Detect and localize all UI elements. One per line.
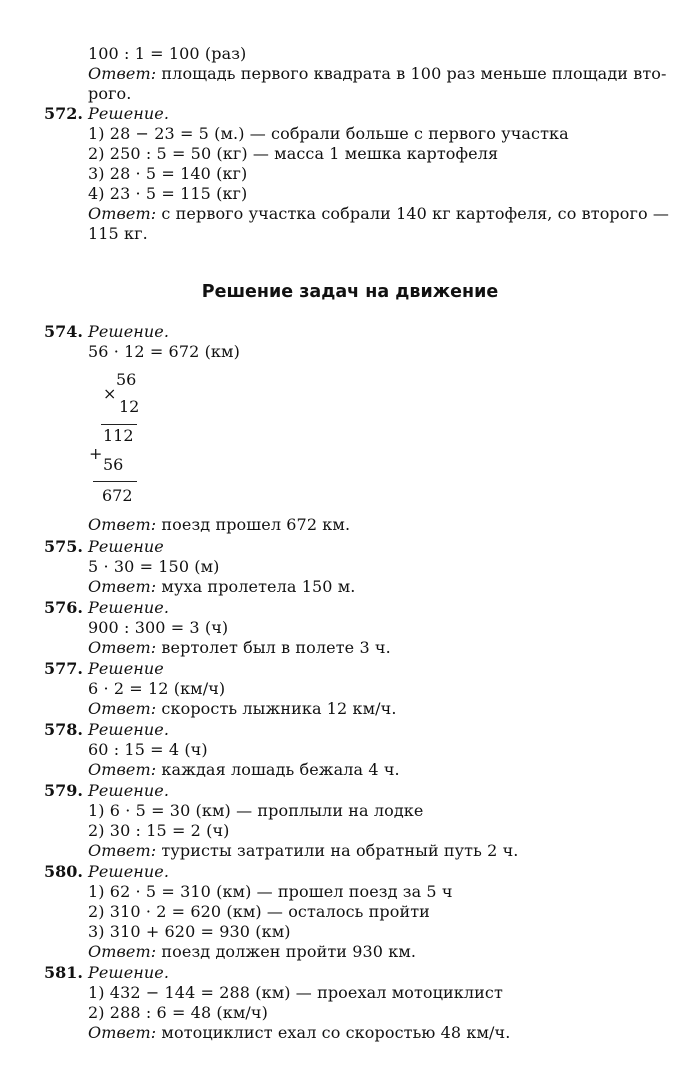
partial-product: 112 (103, 426, 134, 445)
answer-line (88, 942, 416, 962)
solution-step: 3) 28 · 5 = 140 (кг) (88, 164, 248, 183)
product-result: 672 (102, 486, 133, 505)
problem-number-581: 581. (44, 963, 83, 982)
answer-line (88, 64, 667, 84)
answer-line (88, 1023, 510, 1043)
calc-line: 56 · 12 = 672 (км) (88, 342, 240, 361)
answer-label: Ответ: (88, 942, 157, 961)
answer-text: туристы затратили на обратный путь 2 ч. (156, 841, 519, 860)
answer-line (88, 841, 518, 861)
section-title: Решение задач на движение (201, 282, 499, 302)
problem-number-574: 574. (44, 322, 83, 341)
problem-number-579: 579. (44, 781, 83, 800)
solution-step: 2) 310 · 2 = 620 (км) — осталось пройти (88, 902, 430, 921)
answer-label: Ответ: (88, 699, 157, 718)
solution-label: Решение. (88, 598, 170, 617)
partial-product: 56 (103, 455, 124, 474)
problem-number-577: 577. (44, 659, 83, 678)
solution-label: Решение. (88, 322, 170, 341)
solution-label: Решение (88, 659, 164, 678)
solution-label: Решение. (88, 963, 170, 982)
problem-number-572: 572. (44, 104, 83, 123)
problem-number-575: 575. (44, 537, 83, 556)
answer-label: Ответ: (88, 204, 157, 223)
answer-text: поезд должен пройти 930 км. (156, 942, 417, 961)
solution-step: 2) 30 : 15 = 2 (ч) (88, 821, 230, 840)
answer-text: площадь первого квадрата в 100 раз меньше площади вто- (156, 64, 667, 83)
plus-sign: + (89, 444, 103, 463)
solution-step: 1) 62 · 5 = 310 (км) — прошел поезд за 5 ч (88, 882, 453, 901)
multiplicand: 56 (116, 370, 137, 389)
answer-label: Ответ: (88, 64, 157, 83)
calc-line: 60 : 15 = 4 (ч) (88, 740, 208, 759)
problem-number-576: 576. (44, 598, 83, 617)
answer-label: Ответ: (88, 638, 157, 657)
calc-line: 100 : 1 = 100 (раз) (88, 44, 247, 63)
answer-continuation: рого. (88, 84, 132, 103)
answer-line (88, 638, 391, 658)
answer-text: вертолет был в полете 3 ч. (156, 638, 391, 657)
answer-text: каждая лошадь бежала 4 ч. (156, 760, 400, 779)
answer-line (88, 699, 397, 719)
answer-line (88, 760, 400, 780)
divider-line (93, 481, 137, 482)
solution-step: 3) 310 + 620 = 930 (км) (88, 922, 291, 941)
solution-label: Решение. (88, 781, 170, 800)
answer-text: поезд прошел 672 км. (156, 515, 351, 534)
answer-line (88, 515, 350, 535)
solution-label: Решение. (88, 862, 170, 881)
problem-number-580: 580. (44, 862, 83, 881)
solution-label: Решение (88, 537, 164, 556)
answer-label: Ответ: (88, 841, 157, 860)
answer-text: муха пролетела 150 м. (156, 577, 356, 596)
calc-line: 6 · 2 = 12 (км/ч) (88, 679, 226, 698)
divider-line (101, 424, 137, 425)
calc-line: 5 · 30 = 150 (м) (88, 557, 220, 576)
solution-step: 2) 250 : 5 = 50 (кг) — масса 1 мешка картофеля (88, 144, 499, 163)
solution-step: 4) 23 · 5 = 115 (кг) (88, 184, 248, 203)
answer-text: с первого участка собрали 140 кг картофеля, со второго — (156, 204, 670, 223)
answer-continuation: 115 кг. (88, 224, 148, 243)
solution-step: 1) 6 · 5 = 30 (км) — проплыли на лодке (88, 801, 424, 820)
calc-line: 900 : 300 = 3 (ч) (88, 618, 229, 637)
solution-label: Решение. (88, 104, 170, 123)
solution-label: Решение. (88, 720, 170, 739)
solution-step: 2) 288 : 6 = 48 (км/ч) (88, 1003, 268, 1022)
answer-line (88, 577, 355, 597)
answer-label: Ответ: (88, 760, 157, 779)
answer-label: Ответ: (88, 1023, 157, 1042)
answer-text: скорость лыжника 12 км/ч. (156, 699, 397, 718)
multiplier: 12 (119, 397, 140, 416)
multiply-sign: × (103, 384, 117, 403)
solution-step: 1) 432 − 144 = 288 (км) — проехал мотоциклист (88, 983, 503, 1002)
answer-text: мотоциклист ехал со скоростью 48 км/ч. (156, 1023, 511, 1042)
answer-line (88, 204, 669, 224)
answer-label: Ответ: (88, 577, 157, 596)
problem-number-578: 578. (44, 720, 83, 739)
solution-step: 1) 28 − 23 = 5 (м.) — собрали больше с первого участка (88, 124, 569, 143)
answer-label: Ответ: (88, 515, 157, 534)
